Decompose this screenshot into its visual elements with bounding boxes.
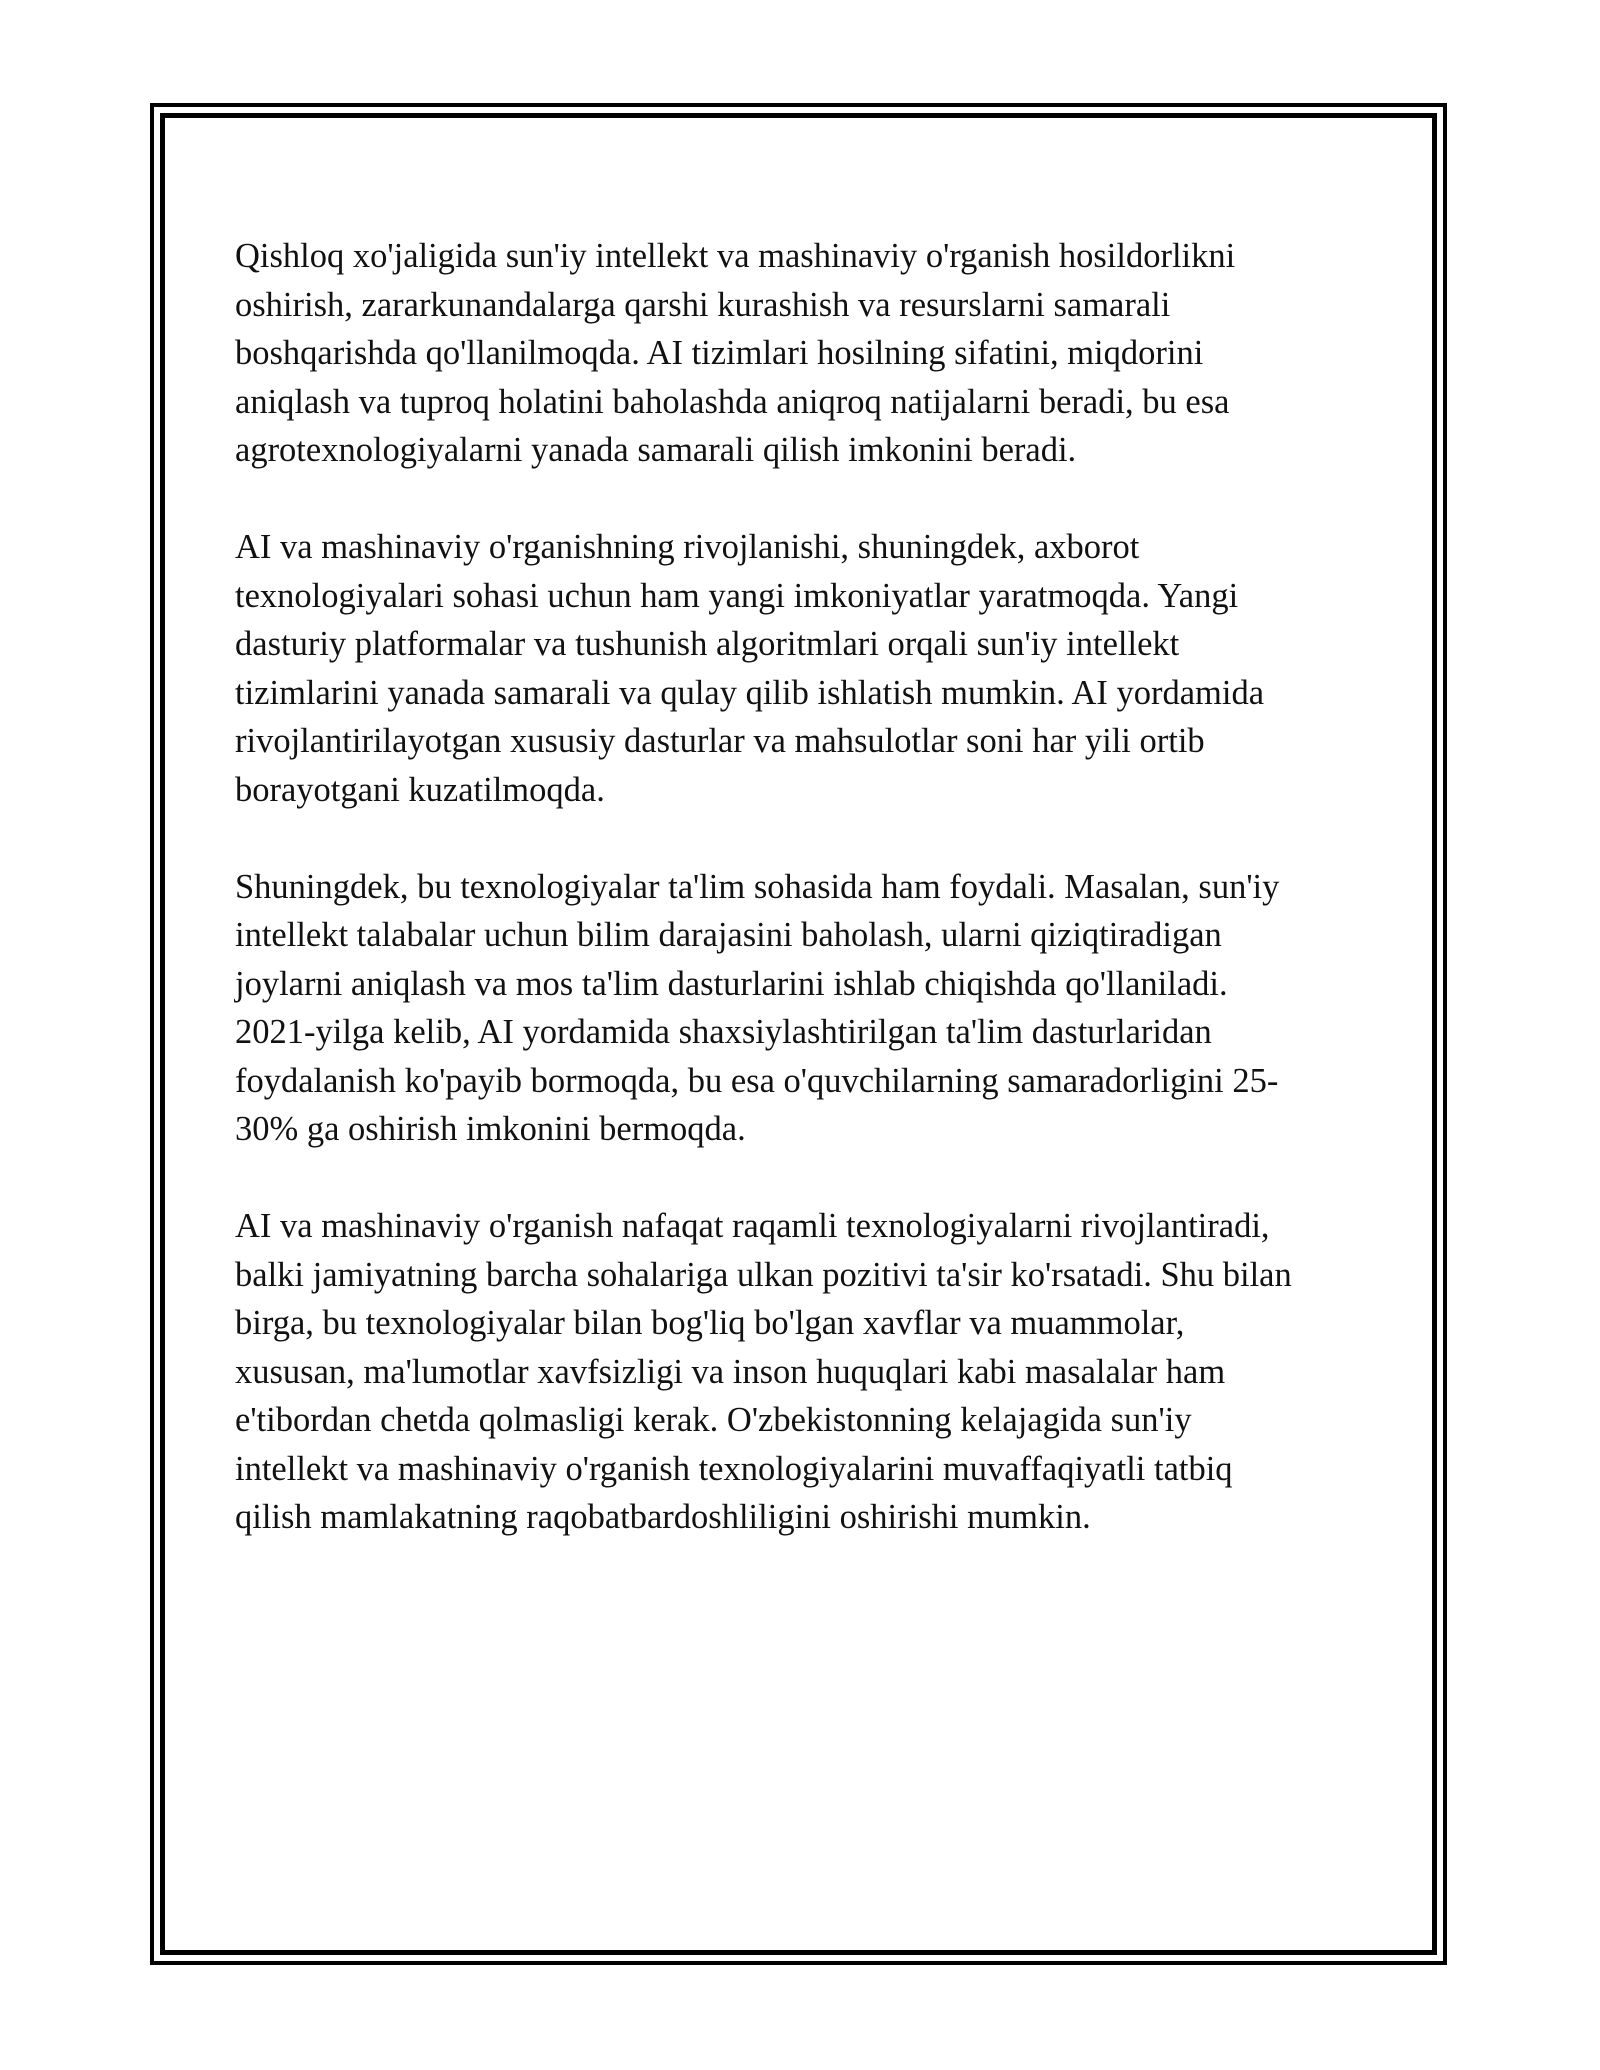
text-line: joylarni aniqlash va mos ta'lim dasturlarini ishlab chiqishda qo'llaniladi. bbox=[235, 964, 1228, 1003]
text-line: Qishloq xo'jaligida sun'iy intellekt va mashinaviy o'rganish hosildorlikni bbox=[235, 237, 1236, 275]
text-line: texnologiyalari sohasi uchun ham yangi imkoniyatlar yaratmoqda. Yangi bbox=[235, 576, 1239, 615]
text-line: boshqarishda qo'llanilmoqda. AI tizimlari hosilning sifatini, miqdorini bbox=[235, 334, 1204, 372]
text-line: intellekt va mashinaviy o'rganish texnologiyalarini muvaffaqiyatli tatbiq bbox=[235, 1449, 1233, 1488]
text-line: birga, bu texnologiyalar bilan bog'liq bo'lgan xavflar va muammolar, bbox=[235, 1304, 1185, 1342]
text-line: foydalanish ko'payib bormoqda, bu esa o'quvchilarning samaradorligini 25- bbox=[235, 1061, 1279, 1100]
text-line: balki jamiyatning barcha sohalariga ulkan pozitivi ta'sir ko'rsatadi. Shu bilan bbox=[235, 1255, 1292, 1294]
text-line: 30% ga oshirish imkonini bermoqda. bbox=[235, 1110, 746, 1148]
paragraph-education bbox=[235, 863, 1370, 1154]
text-line: Shuningdek, bu texnologiyalar ta'lim sohasida ham foydali. Masalan, sun'iy bbox=[235, 867, 1280, 906]
text-line: agrotexnologiyalarni yanada samarali qilish imkonini beradi. bbox=[235, 431, 1077, 469]
text-line: dasturiy platformalar va tushunish algoritmlari orqali sun'iy intellekt bbox=[235, 625, 1180, 663]
text-line: AI va mashinaviy o'rganish nafaqat raqamli texnologiyalarni rivojlantiradi, bbox=[235, 1207, 1270, 1245]
paragraph-agriculture bbox=[235, 232, 1370, 475]
paragraph-information-technology bbox=[235, 523, 1370, 814]
text-line: qilish mamlakatning raqobatbardoshliligini oshirishi mumkin. bbox=[235, 1498, 1091, 1536]
text-line: AI va mashinaviy o'rganishning rivojlanishi, shuningdek, axborot bbox=[235, 528, 1140, 566]
paragraph-society bbox=[235, 1202, 1370, 1542]
document-body bbox=[235, 232, 1370, 1590]
text-line: tizimlarini yanada samarali va qulay qilib ishlatish mumkin. AI yordamida bbox=[235, 673, 1265, 712]
text-line: borayotgani kuzatilmoqda. bbox=[235, 770, 605, 809]
text-line: oshirish, zararkunandalarga qarshi kurashish va resurslarni samarali bbox=[235, 285, 1171, 324]
text-line: 2021-yilga kelib, AI yordamida shaxsiylashtirilgan ta'lim dasturlaridan bbox=[235, 1013, 1212, 1051]
text-line: e'tibordan chetda qolmasligi kerak. O'zbekistonning kelajagida sun'iy bbox=[235, 1401, 1192, 1439]
text-line: aniqlash va tuproq holatini baholashda aniqroq natijalarni beradi, bu esa bbox=[235, 382, 1230, 421]
text-line: rivojlantirilayotgan xususiy dasturlar va mahsulotlar soni har yili ortib bbox=[235, 722, 1205, 760]
text-line: xususan, ma'lumotlar xavfsizligi va inson huquqlari kabi masalalar ham bbox=[235, 1352, 1226, 1391]
text-line: intellekt talabalar uchun bilim darajasini baholash, ularni qiziqtiradigan bbox=[235, 916, 1222, 954]
